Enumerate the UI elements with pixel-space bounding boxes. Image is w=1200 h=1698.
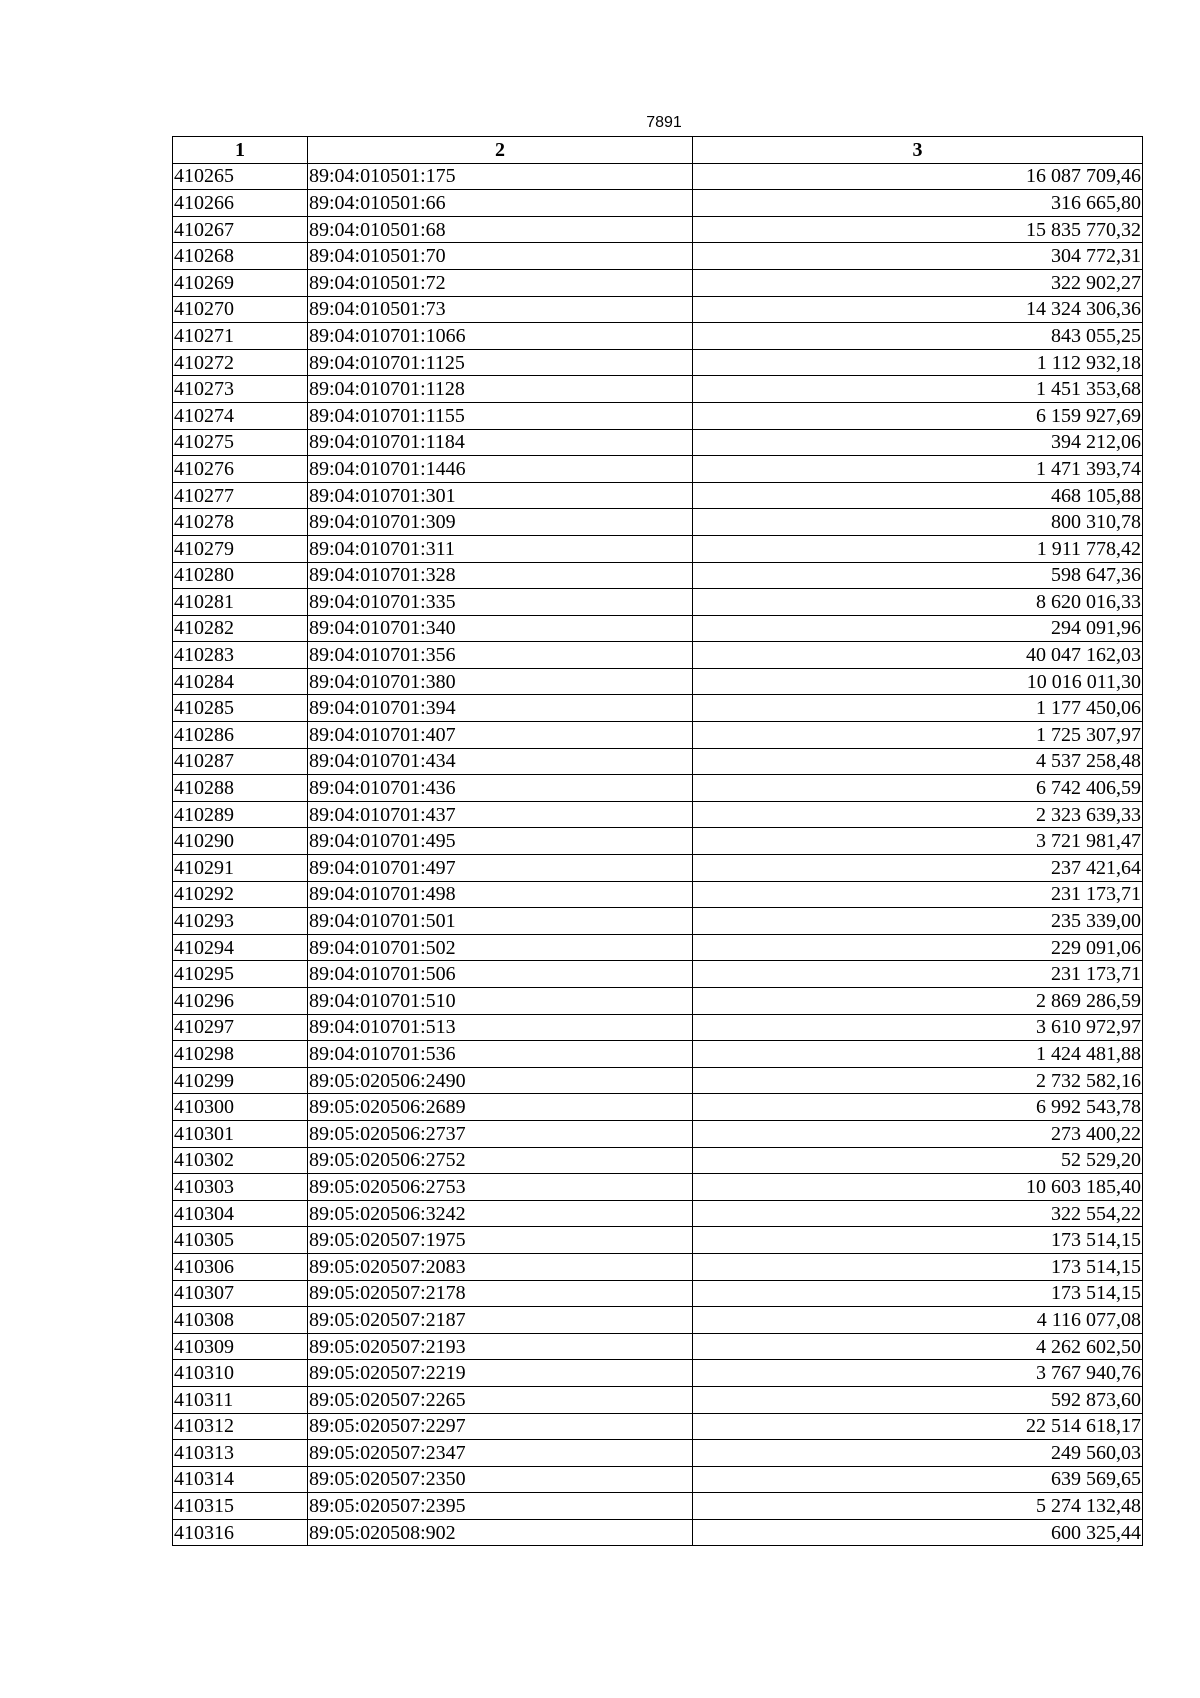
row-number-cell: 410268	[173, 243, 308, 270]
value-cell: 843 055,25	[693, 323, 1143, 350]
value-cell: 52 529,20	[693, 1147, 1143, 1174]
cadastral-number-cell: 89:04:010701:501	[308, 908, 693, 935]
row-number-cell: 410265	[173, 163, 308, 190]
value-cell: 322 554,22	[693, 1200, 1143, 1227]
table-row	[173, 1519, 1143, 1546]
value-cell: 235 339,00	[693, 908, 1143, 935]
row-number-cell: 410278	[173, 509, 308, 536]
cadastral-number-cell: 89:05:020507:2193	[308, 1333, 693, 1360]
value-cell: 15 835 770,32	[693, 216, 1143, 243]
value-cell: 1 424 481,88	[693, 1041, 1143, 1068]
row-number-cell: 410302	[173, 1147, 308, 1174]
cadastral-number-cell: 89:04:010701:309	[308, 509, 693, 536]
row-number-cell: 410283	[173, 642, 308, 669]
table-row	[173, 988, 1143, 1015]
cadastral-number-cell: 89:04:010701:495	[308, 828, 693, 855]
value-cell: 1 725 307,97	[693, 722, 1143, 749]
row-number-cell: 410267	[173, 216, 308, 243]
row-number-cell: 410280	[173, 562, 308, 589]
cadastral-number-cell: 89:05:020507:2178	[308, 1280, 693, 1307]
row-number-cell: 410287	[173, 748, 308, 775]
table-row	[173, 1200, 1143, 1227]
row-number-cell: 410282	[173, 615, 308, 642]
value-cell: 249 560,03	[693, 1440, 1143, 1467]
table-row	[173, 775, 1143, 802]
row-number-cell: 410301	[173, 1120, 308, 1147]
value-cell: 173 514,15	[693, 1227, 1143, 1254]
value-cell: 16 087 709,46	[693, 163, 1143, 190]
cadastral-number-cell: 89:05:020506:2752	[308, 1147, 693, 1174]
cadastral-number-cell: 89:04:010701:311	[308, 535, 693, 562]
table-row	[173, 1147, 1143, 1174]
cadastral-number-cell: 89:04:010701:436	[308, 775, 693, 802]
table-row	[173, 1120, 1143, 1147]
value-cell: 237 421,64	[693, 855, 1143, 882]
row-number-cell: 410304	[173, 1200, 308, 1227]
column-header-1: 1	[173, 137, 308, 164]
row-number-cell: 410294	[173, 934, 308, 961]
row-number-cell: 410288	[173, 775, 308, 802]
row-number-cell: 410274	[173, 402, 308, 429]
cadastral-number-cell: 89:04:010701:437	[308, 801, 693, 828]
row-number-cell: 410272	[173, 349, 308, 376]
cadastral-number-cell: 89:05:020507:2083	[308, 1253, 693, 1280]
value-cell: 304 772,31	[693, 243, 1143, 270]
row-number-cell: 410273	[173, 376, 308, 403]
row-number-cell: 410286	[173, 722, 308, 749]
row-number-cell: 410298	[173, 1041, 308, 1068]
cadastral-number-cell: 89:04:010501:68	[308, 216, 693, 243]
value-cell: 173 514,15	[693, 1280, 1143, 1307]
value-cell: 1 177 450,06	[693, 695, 1143, 722]
cadastral-number-cell: 89:04:010701:510	[308, 988, 693, 1015]
row-number-cell: 410315	[173, 1493, 308, 1520]
cadastral-number-cell: 89:04:010701:497	[308, 855, 693, 882]
value-cell: 600 325,44	[693, 1519, 1143, 1546]
table-row	[173, 429, 1143, 456]
value-cell: 394 212,06	[693, 429, 1143, 456]
cadastral-number-cell: 89:05:020507:2395	[308, 1493, 693, 1520]
table-row	[173, 615, 1143, 642]
cadastral-number-cell: 89:04:010701:301	[308, 482, 693, 509]
value-cell: 1 451 353,68	[693, 376, 1143, 403]
value-cell: 6 992 543,78	[693, 1094, 1143, 1121]
value-cell: 639 569,65	[693, 1466, 1143, 1493]
table-row	[173, 323, 1143, 350]
cadastral-number-cell: 89:04:010701:328	[308, 562, 693, 589]
row-number-cell: 410316	[173, 1519, 308, 1546]
table-body	[173, 163, 1143, 1546]
table-row	[173, 908, 1143, 935]
table-row	[173, 1067, 1143, 1094]
cadastral-number-cell: 89:05:020506:2490	[308, 1067, 693, 1094]
cadastral-number-cell: 89:04:010701:434	[308, 748, 693, 775]
cadastral-number-cell: 89:04:010701:407	[308, 722, 693, 749]
table-row	[173, 934, 1143, 961]
table-row	[173, 722, 1143, 749]
table-row	[173, 1094, 1143, 1121]
value-cell: 1 471 393,74	[693, 456, 1143, 483]
value-cell: 14 324 306,36	[693, 296, 1143, 323]
table-row	[173, 748, 1143, 775]
table-row	[173, 482, 1143, 509]
cadastral-number-cell: 89:04:010501:175	[308, 163, 693, 190]
cadastral-number-cell: 89:04:010501:72	[308, 269, 693, 296]
value-cell: 5 274 132,48	[693, 1493, 1143, 1520]
cadastral-number-cell: 89:04:010501:70	[308, 243, 693, 270]
row-number-cell: 410279	[173, 535, 308, 562]
table-row	[173, 1253, 1143, 1280]
cadastral-number-cell: 89:05:020507:2297	[308, 1413, 693, 1440]
value-cell: 4 537 258,48	[693, 748, 1143, 775]
row-number-cell: 410311	[173, 1386, 308, 1413]
cadastral-number-cell: 89:05:020507:2265	[308, 1386, 693, 1413]
cadastral-number-cell: 89:04:010501:73	[308, 296, 693, 323]
table-row	[173, 1493, 1143, 1520]
table-row	[173, 269, 1143, 296]
row-number-cell: 410312	[173, 1413, 308, 1440]
cadastral-number-cell: 89:04:010701:356	[308, 642, 693, 669]
cadastral-number-cell: 89:04:010701:1446	[308, 456, 693, 483]
table-row	[173, 801, 1143, 828]
cadastral-number-cell: 89:04:010701:340	[308, 615, 693, 642]
cadastral-number-cell: 89:04:010701:506	[308, 961, 693, 988]
value-cell: 231 173,71	[693, 961, 1143, 988]
table-row	[173, 1307, 1143, 1334]
value-cell: 3 721 981,47	[693, 828, 1143, 855]
cadastral-number-cell: 89:04:010701:1184	[308, 429, 693, 456]
row-number-cell: 410305	[173, 1227, 308, 1254]
cadastral-number-cell: 89:04:010501:66	[308, 190, 693, 217]
value-cell: 8 620 016,33	[693, 589, 1143, 616]
table-row	[173, 855, 1143, 882]
column-header-2: 2	[308, 137, 693, 164]
table-row	[173, 509, 1143, 536]
value-cell: 2 869 286,59	[693, 988, 1143, 1015]
value-cell: 10 016 011,30	[693, 668, 1143, 695]
table-row	[173, 1014, 1143, 1041]
row-number-cell: 410293	[173, 908, 308, 935]
cadastral-number-cell: 89:05:020507:2219	[308, 1360, 693, 1387]
cadastral-number-cell: 89:04:010701:1128	[308, 376, 693, 403]
row-number-cell: 410303	[173, 1174, 308, 1201]
value-cell: 592 873,60	[693, 1386, 1143, 1413]
table-row	[173, 1333, 1143, 1360]
table-row	[173, 668, 1143, 695]
cadastral-number-cell: 89:05:020508:902	[308, 1519, 693, 1546]
value-cell: 4 116 077,08	[693, 1307, 1143, 1334]
row-number-cell: 410310	[173, 1360, 308, 1387]
value-cell: 231 173,71	[693, 881, 1143, 908]
cadastral-number-cell: 89:05:020507:2350	[308, 1466, 693, 1493]
cadastral-number-cell: 89:04:010701:394	[308, 695, 693, 722]
table-row	[173, 1280, 1143, 1307]
value-cell: 3 767 940,76	[693, 1360, 1143, 1387]
row-number-cell: 410295	[173, 961, 308, 988]
table-row	[173, 243, 1143, 270]
row-number-cell: 410297	[173, 1014, 308, 1041]
value-cell: 173 514,15	[693, 1253, 1143, 1280]
value-cell: 6 159 927,69	[693, 402, 1143, 429]
cadastral-number-cell: 89:04:010701:513	[308, 1014, 693, 1041]
table-row	[173, 1174, 1143, 1201]
row-number-cell: 410275	[173, 429, 308, 456]
cadastral-number-cell: 89:05:020506:2737	[308, 1120, 693, 1147]
table-row	[173, 961, 1143, 988]
cadastral-number-cell: 89:05:020507:1975	[308, 1227, 693, 1254]
page-number: 7891	[646, 114, 682, 131]
row-number-cell: 410271	[173, 323, 308, 350]
header-row	[173, 137, 1143, 164]
column-header-3: 3	[693, 137, 1143, 164]
table-header	[173, 137, 1143, 164]
table-row	[173, 402, 1143, 429]
value-cell: 2 323 639,33	[693, 801, 1143, 828]
table-row	[173, 190, 1143, 217]
table-row	[173, 562, 1143, 589]
table-row	[173, 376, 1143, 403]
table-row	[173, 1466, 1143, 1493]
table-row	[173, 535, 1143, 562]
row-number-cell: 410269	[173, 269, 308, 296]
table-row	[173, 1360, 1143, 1387]
row-number-cell: 410299	[173, 1067, 308, 1094]
table-row	[173, 1440, 1143, 1467]
table-row	[173, 1041, 1143, 1068]
row-number-cell: 410296	[173, 988, 308, 1015]
table-row	[173, 642, 1143, 669]
table-row	[173, 881, 1143, 908]
row-number-cell: 410277	[173, 482, 308, 509]
row-number-cell: 410276	[173, 456, 308, 483]
row-number-cell: 410306	[173, 1253, 308, 1280]
row-number-cell: 410281	[173, 589, 308, 616]
row-number-cell: 410270	[173, 296, 308, 323]
table-row	[173, 296, 1143, 323]
row-number-cell: 410291	[173, 855, 308, 882]
cadastral-number-cell: 89:04:010701:1155	[308, 402, 693, 429]
cadastral-number-cell: 89:04:010701:1125	[308, 349, 693, 376]
row-number-cell: 410309	[173, 1333, 308, 1360]
table-row	[173, 589, 1143, 616]
table-row	[173, 1386, 1143, 1413]
row-number-cell: 410313	[173, 1440, 308, 1467]
cadastral-number-cell: 89:04:010701:335	[308, 589, 693, 616]
value-cell: 6 742 406,59	[693, 775, 1143, 802]
table-row	[173, 216, 1143, 243]
row-number-cell: 410285	[173, 695, 308, 722]
value-cell: 316 665,80	[693, 190, 1143, 217]
value-cell: 273 400,22	[693, 1120, 1143, 1147]
cadastral-number-cell: 89:04:010701:536	[308, 1041, 693, 1068]
value-cell: 229 091,06	[693, 934, 1143, 961]
cadastral-number-cell: 89:05:020507:2187	[308, 1307, 693, 1334]
value-cell: 322 902,27	[693, 269, 1143, 296]
row-number-cell: 410292	[173, 881, 308, 908]
row-number-cell: 410290	[173, 828, 308, 855]
value-cell: 1 911 778,42	[693, 535, 1143, 562]
cadastral-number-cell: 89:04:010701:380	[308, 668, 693, 695]
value-cell: 294 091,96	[693, 615, 1143, 642]
value-cell: 468 105,88	[693, 482, 1143, 509]
cadastral-number-cell: 89:05:020506:2689	[308, 1094, 693, 1121]
row-number-cell: 410300	[173, 1094, 308, 1121]
value-cell: 598 647,36	[693, 562, 1143, 589]
value-cell: 22 514 618,17	[693, 1413, 1143, 1440]
data-table	[172, 136, 1143, 1546]
row-number-cell: 410284	[173, 668, 308, 695]
table-row	[173, 828, 1143, 855]
row-number-cell: 410307	[173, 1280, 308, 1307]
cadastral-number-cell: 89:05:020507:2347	[308, 1440, 693, 1467]
cadastral-number-cell: 89:05:020506:3242	[308, 1200, 693, 1227]
row-number-cell: 410266	[173, 190, 308, 217]
row-number-cell: 410308	[173, 1307, 308, 1334]
table-row	[173, 695, 1143, 722]
cadastral-number-cell: 89:04:010701:498	[308, 881, 693, 908]
cadastral-number-cell: 89:04:010701:1066	[308, 323, 693, 350]
row-number-cell: 410314	[173, 1466, 308, 1493]
value-cell: 2 732 582,16	[693, 1067, 1143, 1094]
value-cell: 800 310,78	[693, 509, 1143, 536]
value-cell: 1 112 932,18	[693, 349, 1143, 376]
cadastral-number-cell: 89:04:010701:502	[308, 934, 693, 961]
row-number-cell: 410289	[173, 801, 308, 828]
table-row	[173, 1227, 1143, 1254]
value-cell: 3 610 972,97	[693, 1014, 1143, 1041]
table-row	[173, 163, 1143, 190]
table-row	[173, 1413, 1143, 1440]
value-cell: 40 047 162,03	[693, 642, 1143, 669]
table-row	[173, 456, 1143, 483]
value-cell: 4 262 602,50	[693, 1333, 1143, 1360]
cadastral-number-cell: 89:05:020506:2753	[308, 1174, 693, 1201]
value-cell: 10 603 185,40	[693, 1174, 1143, 1201]
table-row	[173, 349, 1143, 376]
